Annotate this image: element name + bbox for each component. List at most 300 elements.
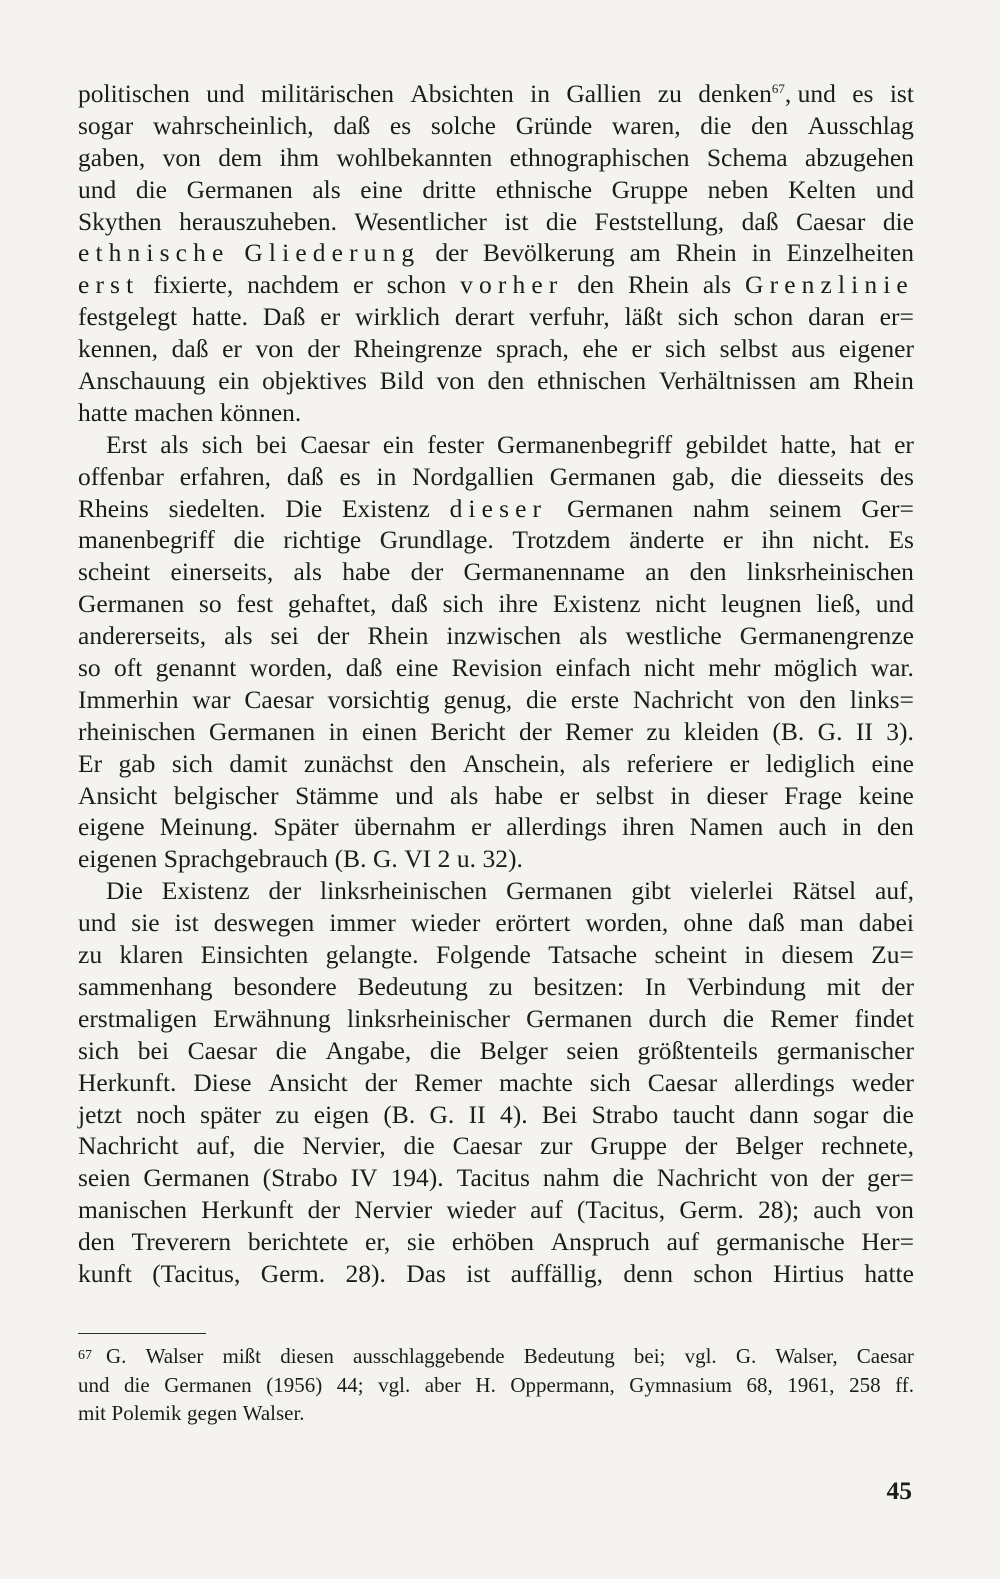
word: Schema xyxy=(706,142,788,172)
word: Anschauung xyxy=(78,366,206,396)
word: Germanengrenze xyxy=(739,621,914,651)
text-line xyxy=(78,174,914,206)
word: die xyxy=(429,1035,462,1065)
word: zu xyxy=(275,1099,300,1129)
page-number: 45 xyxy=(886,1476,912,1505)
word: auf, xyxy=(875,876,914,906)
word: referiere xyxy=(626,748,714,778)
word: der xyxy=(435,238,468,268)
word: Rheingrenze xyxy=(353,334,483,364)
word: (B. xyxy=(383,1099,416,1129)
word: In xyxy=(644,971,667,1001)
word: sie xyxy=(406,1227,436,1257)
word: Rhein xyxy=(675,238,737,268)
word: Es xyxy=(888,525,914,555)
text-line xyxy=(78,1258,914,1290)
word: kunft xyxy=(78,1258,132,1288)
word: Caesar xyxy=(856,1344,914,1368)
word: läßt xyxy=(624,302,663,332)
word: auch xyxy=(813,1195,862,1225)
word: diesseits xyxy=(777,461,865,491)
word: eine xyxy=(360,174,403,204)
word: Germanen xyxy=(186,174,293,204)
word: eine xyxy=(871,748,914,778)
word: war. xyxy=(870,653,914,683)
word: es xyxy=(339,461,361,491)
word: Herkunft xyxy=(201,1195,294,1225)
word: erst xyxy=(78,270,140,300)
word: der xyxy=(881,971,914,1001)
word: wirklich xyxy=(354,302,440,332)
word: den xyxy=(689,557,727,587)
word: Germanenname xyxy=(463,557,625,587)
word: H. xyxy=(475,1372,496,1397)
word: derart xyxy=(454,302,515,332)
text-line xyxy=(78,939,914,971)
word: Germanen xyxy=(164,1372,252,1397)
word: G. xyxy=(817,716,843,746)
footnote-line-text xyxy=(106,1342,914,1371)
word: Germanen xyxy=(526,1003,633,1033)
word: Bei xyxy=(541,1099,578,1129)
word: in xyxy=(751,238,772,268)
word: am xyxy=(809,366,841,396)
word: besitzen: xyxy=(533,971,625,1001)
word: damit xyxy=(229,748,288,778)
word: der xyxy=(307,1195,341,1225)
text-line xyxy=(78,206,914,238)
text-line xyxy=(78,1035,914,1067)
word: der xyxy=(410,557,444,587)
word: die xyxy=(882,1099,914,1129)
word: festgelegt xyxy=(78,302,178,332)
word: Belger xyxy=(479,1035,548,1065)
word: Remer xyxy=(564,716,633,746)
word: als xyxy=(449,780,479,810)
word: G. xyxy=(735,1344,757,1368)
word: Walser, xyxy=(775,1344,838,1368)
word: Rätsel xyxy=(792,876,857,906)
word: schon xyxy=(733,302,794,332)
word: 4). xyxy=(499,1099,528,1129)
word: in xyxy=(530,79,550,108)
word: seien xyxy=(78,1163,131,1193)
word: einfach xyxy=(555,653,631,683)
word: ist xyxy=(889,79,914,108)
word: eigen xyxy=(313,1099,369,1129)
word: Absichten xyxy=(410,79,514,108)
text-line xyxy=(78,429,914,461)
word: und xyxy=(78,1372,110,1397)
word: habe xyxy=(342,557,391,587)
word: ethnographischen xyxy=(509,142,690,172)
word: den xyxy=(577,270,615,300)
word: germanischer xyxy=(776,1035,914,1065)
word: scheint xyxy=(654,940,727,970)
word: Sprachgebrauch xyxy=(163,844,329,874)
text-line xyxy=(78,780,914,812)
word: taucht xyxy=(672,1099,735,1129)
word: erhöben xyxy=(451,1227,535,1257)
word: Germanen xyxy=(506,876,613,906)
word: dieser xyxy=(449,493,548,523)
word: deswegen xyxy=(213,908,315,938)
word: ist xyxy=(466,1258,491,1288)
word: ihn xyxy=(761,525,794,555)
word: besondere xyxy=(233,971,337,1001)
word: mißt xyxy=(222,1344,262,1368)
word: Frage xyxy=(784,780,843,810)
word: sich xyxy=(589,1067,631,1097)
word: kennen, xyxy=(78,334,159,364)
word: größtenteils xyxy=(637,1035,758,1065)
word: Erwähnung xyxy=(213,1003,331,1033)
word: als xyxy=(224,621,253,651)
word: Immerhin xyxy=(78,684,179,714)
word: vgl. xyxy=(684,1344,717,1368)
word: die xyxy=(124,1372,150,1397)
word: daß xyxy=(741,206,779,236)
word: solche xyxy=(430,110,497,140)
word: (B. xyxy=(772,716,805,746)
word: es xyxy=(389,110,412,140)
word: Tacitus xyxy=(456,1163,530,1193)
word: Nervier, xyxy=(302,1131,386,1161)
word: Gymnasium xyxy=(629,1372,732,1397)
word: die xyxy=(700,110,732,140)
word: als xyxy=(293,557,322,587)
word: II xyxy=(855,716,873,746)
text-line xyxy=(78,1099,914,1131)
word: war xyxy=(192,684,231,714)
text-line xyxy=(78,684,914,716)
word: mit xyxy=(826,971,861,1001)
word: gibt xyxy=(631,876,671,906)
word: Rheins xyxy=(78,493,149,523)
word: Grenzlinie xyxy=(745,270,914,300)
word: Gründe xyxy=(515,110,593,140)
word: andererseits, xyxy=(78,621,207,651)
word: und xyxy=(78,174,117,204)
word: Caesar xyxy=(795,206,866,236)
word: schon xyxy=(693,1258,753,1288)
word: später xyxy=(200,1099,262,1129)
word: 258 xyxy=(849,1372,881,1397)
word: 68, xyxy=(746,1372,773,1397)
text-line xyxy=(78,1003,914,1035)
word: zu xyxy=(78,940,103,970)
word: eigenen xyxy=(78,844,158,874)
word: waren, xyxy=(611,110,681,140)
word: sammenhang xyxy=(78,971,213,1001)
word: als xyxy=(160,429,189,459)
word: in xyxy=(670,780,691,810)
word: daß xyxy=(333,110,371,140)
word: jetzt xyxy=(78,1099,122,1129)
text-line xyxy=(78,301,914,333)
word: erstmaligen xyxy=(78,1003,197,1033)
word: rheinischen xyxy=(78,716,196,746)
footnote-line xyxy=(78,1399,914,1428)
word: G. xyxy=(429,1099,455,1129)
word: hatte xyxy=(864,1258,914,1288)
word: Germanen xyxy=(78,589,185,619)
word: Bild xyxy=(379,366,424,396)
word: leugnen xyxy=(720,589,802,619)
text-line xyxy=(78,1130,914,1162)
word: Einzelheiten xyxy=(786,238,914,268)
word: er xyxy=(631,334,652,364)
word: von xyxy=(255,334,294,364)
word: Ausschlag xyxy=(807,110,914,140)
text-line xyxy=(78,110,914,142)
word: vorsichtig xyxy=(327,684,430,714)
word: dritte xyxy=(422,174,477,204)
word: den xyxy=(78,1227,115,1257)
word: Nordgallien xyxy=(412,461,534,491)
word: er xyxy=(729,748,750,778)
text-line xyxy=(78,1067,914,1099)
word: Namen xyxy=(689,812,764,842)
word: wohlbekannten xyxy=(336,142,493,172)
word: Grundlage. xyxy=(379,525,494,555)
footnote-line xyxy=(78,1342,914,1371)
word: die xyxy=(722,1003,754,1033)
word: fixierte, xyxy=(153,270,234,300)
text-line xyxy=(78,556,914,588)
word: Gruppe xyxy=(590,1131,667,1161)
word: abzugehen xyxy=(804,142,914,172)
word: in xyxy=(744,940,765,970)
word: Treverern xyxy=(131,1227,232,1257)
word: Feststellung, xyxy=(594,206,725,236)
word: habe xyxy=(494,780,543,810)
word: in xyxy=(328,716,349,746)
word: neben xyxy=(707,174,769,204)
word: sich xyxy=(664,334,707,364)
word: genannt xyxy=(155,653,237,683)
word: den xyxy=(877,812,914,842)
word: Hirtius xyxy=(773,1258,845,1288)
word: ff. xyxy=(895,1372,914,1397)
word: vgl. xyxy=(378,1372,411,1397)
word: Das xyxy=(406,1258,446,1288)
word: findet xyxy=(854,1003,914,1033)
word: gelangte. xyxy=(325,940,419,970)
word: herauszuheben. xyxy=(179,206,337,236)
text-line xyxy=(78,875,914,907)
word: er xyxy=(722,525,743,555)
word: und xyxy=(875,174,914,204)
word: und xyxy=(78,908,117,938)
word: einen xyxy=(361,716,418,746)
word: er xyxy=(222,334,242,364)
word: Ansicht xyxy=(268,1067,348,1097)
word: (1956) xyxy=(266,1372,323,1397)
word: , und xyxy=(784,79,836,108)
word: ethnische xyxy=(78,238,230,268)
word: bei; xyxy=(633,1344,666,1368)
word: Her= xyxy=(861,1227,914,1257)
word: von xyxy=(436,366,475,396)
word: eigene xyxy=(78,812,145,842)
word: seien xyxy=(566,1035,619,1065)
word: sei xyxy=(270,621,299,651)
word: gaben, xyxy=(78,142,146,172)
footnote-rule xyxy=(78,1333,206,1334)
word: den xyxy=(409,748,447,778)
text-line xyxy=(78,78,914,110)
word: Bedeutung xyxy=(523,1344,615,1368)
word: denn xyxy=(623,1258,673,1288)
word: er xyxy=(559,780,580,810)
word: germanische xyxy=(715,1227,845,1257)
word: der xyxy=(316,621,350,651)
word: hat xyxy=(849,429,881,459)
word: Revision xyxy=(451,653,543,683)
word: nahm xyxy=(542,1163,600,1193)
word: zu xyxy=(657,79,682,108)
word: daß xyxy=(391,589,428,619)
word: zunächst xyxy=(303,748,394,778)
word: sich xyxy=(78,1035,120,1065)
word: bei xyxy=(256,429,288,459)
word: es xyxy=(852,79,874,108)
word: Folgende xyxy=(435,940,531,970)
word: manischen xyxy=(78,1195,188,1225)
word: lediglich xyxy=(765,748,856,778)
word: noch xyxy=(136,1099,186,1129)
word: Germanen xyxy=(566,493,674,523)
word: Germ. xyxy=(260,1258,326,1288)
word: westliche xyxy=(625,621,722,651)
word: auf xyxy=(666,1227,700,1257)
word: Daß xyxy=(262,302,306,332)
word: sich xyxy=(677,302,719,332)
word: als xyxy=(579,621,608,651)
word: selbst xyxy=(595,780,654,810)
word: militärischen xyxy=(260,79,395,108)
word: genug, xyxy=(443,684,513,714)
word: bei xyxy=(137,1035,169,1065)
word: gebildet xyxy=(685,429,768,459)
word: erörtert xyxy=(495,908,571,938)
word: den xyxy=(799,684,837,714)
word: worden, xyxy=(249,653,333,683)
text-line xyxy=(78,397,914,429)
word: Walser. xyxy=(242,1401,305,1425)
word: die xyxy=(525,684,558,714)
word: ist xyxy=(504,206,529,236)
word: wahrscheinlich, xyxy=(152,110,314,140)
word: hatte. xyxy=(192,302,248,332)
word: können. xyxy=(219,397,302,427)
word: änderte xyxy=(629,525,705,555)
word: und xyxy=(875,589,914,619)
text-line xyxy=(78,811,914,843)
word: 28); xyxy=(757,1195,800,1225)
word: Belger xyxy=(735,1131,804,1161)
word: die xyxy=(253,1131,285,1161)
word: Herkunft. xyxy=(78,1067,177,1097)
word: klaren xyxy=(119,940,184,970)
word: Caesar xyxy=(452,1131,523,1161)
word: Ger= xyxy=(861,493,914,523)
word: IV xyxy=(350,1163,378,1193)
word: die xyxy=(135,174,167,204)
word: Zu= xyxy=(871,940,914,970)
word: Oppermann, xyxy=(510,1372,615,1397)
word: Germ. xyxy=(679,1195,744,1225)
word: Bericht xyxy=(430,716,506,746)
word: ist xyxy=(174,908,199,938)
word: und xyxy=(206,79,245,108)
word: als xyxy=(581,748,611,778)
word: gab xyxy=(118,748,156,778)
word: u. xyxy=(456,844,477,874)
text-line xyxy=(78,652,914,684)
word: Stämme xyxy=(295,780,379,810)
word: Caesar xyxy=(300,429,370,459)
word: (Tacitus, xyxy=(152,1258,241,1288)
footnote-reference: 67 xyxy=(771,81,785,96)
text-line xyxy=(78,620,914,652)
word: Gallien xyxy=(566,79,642,108)
word: gab, xyxy=(671,461,715,491)
text-line xyxy=(78,716,914,748)
word: 44; xyxy=(336,1372,364,1397)
word: zur xyxy=(539,1131,573,1161)
word: durch xyxy=(648,1003,707,1033)
word: des xyxy=(879,461,914,491)
word: allerdings xyxy=(506,812,607,842)
word: von xyxy=(162,142,201,172)
word: Nachricht xyxy=(78,1131,179,1161)
word: mit xyxy=(78,1401,107,1425)
word: Meinung. xyxy=(159,812,259,842)
word: Kelten xyxy=(788,174,857,204)
word: diesen xyxy=(280,1344,334,1368)
word: verfuhr, xyxy=(529,302,610,332)
word: die xyxy=(233,525,265,555)
word: daran xyxy=(808,302,865,332)
word: dieser xyxy=(706,780,768,810)
word: 2 xyxy=(437,844,451,874)
word-with-footnote xyxy=(698,78,836,110)
word: Verbindung xyxy=(686,971,806,1001)
word: gehaftet, xyxy=(287,589,377,619)
word: ohne xyxy=(683,908,733,938)
text-line xyxy=(78,1194,914,1226)
word: II xyxy=(468,1099,486,1129)
word: der xyxy=(821,1163,855,1193)
word: eigener xyxy=(838,334,914,364)
word: so xyxy=(198,589,222,619)
word: er, xyxy=(365,1227,391,1257)
word: zu xyxy=(646,716,671,746)
word: nicht xyxy=(655,589,707,619)
word: Existenz xyxy=(161,876,250,906)
word: sogar xyxy=(78,110,134,140)
word: Er xyxy=(78,748,103,778)
word: gegen xyxy=(187,1401,238,1425)
text-line xyxy=(78,588,914,620)
word: 1961, xyxy=(787,1372,835,1397)
word: Diese xyxy=(193,1067,252,1097)
word: Walser xyxy=(145,1344,204,1368)
word: siedelten. xyxy=(168,493,266,523)
word: sich xyxy=(442,589,484,619)
